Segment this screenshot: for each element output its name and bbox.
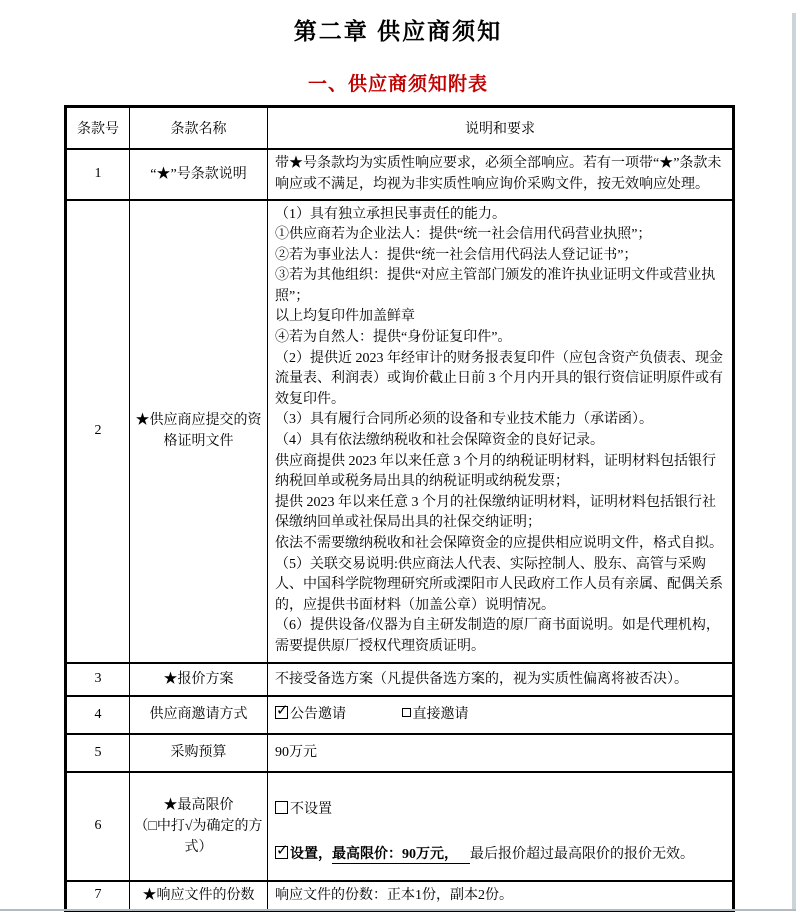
underlined-limit-value: 最高限价：90万元， [332,847,470,864]
item-description [268,772,734,881]
item-description: 不接受备选方案（凡提供备选方案的，视为实质性偏离将被否决）。 [268,663,734,696]
column-header-item-name: 条款名称 [130,107,268,149]
option-public-invitation: ✓ 公告邀请 [275,707,346,722]
desc-paragraph: （4）具有依法缴纳税收和社会保障资金的良好记录。 [275,433,604,449]
item-description [268,696,734,734]
desc-paragraph: ②若为事业法人：提供“统一社会信用代码法人登记证书”； [275,247,638,263]
chapter-title: 第二章 供应商须知 [293,18,503,44]
item-no: 6 [66,772,130,881]
item-name: ★报价方案 [130,663,268,696]
checkbox-unchecked-icon [402,708,411,717]
desc-paragraph: （6）提供设备/仪器为自主研发制造的原厂商书面说明。如是代理机构，需要提供原厂授权代理资质证明。 [275,618,720,654]
item-name [130,772,268,881]
desc-paragraph: 供应商提供 2023 年以来任意 3 个月的纳税证明材料，证明材料包括银行纳税回单或税务局出具的纳税证明或纳税发票； [275,453,716,490]
table-row-maximum-price-limit [66,772,734,881]
section-title: 一、供应商须知附表 [307,74,488,95]
supplier-notice-table [64,105,735,912]
desc-paragraph: 以上均复印件加盖鲜章 [275,309,415,325]
column-header-description: 说明和要求 [268,107,734,149]
table-row-procurement-budget [66,734,734,772]
table-header-row [66,107,734,149]
item-name-line: ★最高限价 [163,797,234,813]
column-header-item-no: 条款号 [66,107,130,149]
desc-paragraph: （5）关联交易说明:供应商法人代表、实际控制人、股东、高管与采购人、中国科学院物理研究所或溧阳市人民政府工作人员有亲属、配偶关系的，应提供书面材料（加盖公章）说明情况。 [275,556,723,613]
item-name: 采购预算 [130,734,268,772]
option-set-limit: ✓设置，最高限价：90万元， 最后报价超过最高限价的报价无效。 [275,844,724,865]
desc-paragraph: ①供应商若为企业法人：提供“统一社会信用代码营业执照”； [275,227,652,243]
item-no: 2 [66,200,130,663]
checkbox-checked-icon [275,706,288,719]
item-name-line: （□中打√为确定的方式） [134,818,263,855]
scan-edge-bottom [0,909,796,911]
table-row-invitation-method [66,696,734,734]
table-row-star-clause [66,149,734,200]
option-no-limit: 不设置 [275,799,724,820]
table-row-qualification-documents [66,200,734,663]
item-name: ★供应商应提交的资格证明文件 [130,200,268,663]
item-no: 1 [66,149,130,200]
item-name: ★响应文件的份数 [130,881,268,911]
desc-paragraph: （2）提供近 2023 年经审计的财务报表复印件（应包含资产负债表、现金流量表、利润表）或询价截止日前 3 个月内开具的银行资信证明原件或有效复印件。 [275,350,723,407]
item-no: 4 [66,696,130,734]
item-name: “★”号条款说明 [130,149,268,200]
item-description: 响应文件的份数：正本1份，副本2份。 [268,881,734,911]
desc-paragraph: 依法不需要缴纳税收和社会保障资金的应提供相应说明文件，格式自拟。 [275,536,723,551]
desc-paragraph: ③若为其他组织：提供“对应主管部门颁发的准许执业证明文件或营业执照”； [275,268,716,304]
option-direct-invitation: 直接邀请 [402,707,469,722]
checkbox-unchecked-icon [275,801,288,814]
table-row-response-copies [66,881,734,911]
item-no: 5 [66,734,130,772]
desc-paragraph: （1）具有独立承担民事责任的能力。 [275,206,506,222]
item-no: 7 [66,881,130,911]
item-name: 供应商邀请方式 [130,696,268,734]
desc-paragraph: 提供 2023 年以来任意 3 个月的社保缴纳证明材料，证明材料包括银行社保缴纳回单或社保局出具的社保交纳证明； [275,494,716,531]
desc-paragraph: （3）具有履行合同所必须的设备和专业技术能力（承诺函）。 [275,412,653,428]
item-description [268,200,734,663]
item-description: 带★号条款均为实质性响应要求，必须全部响应。若有一项带“★”条款未响应或不满足，均视为非实质性响应询价采购文件，按无效响应处理。 [268,149,734,200]
item-description: 90万元 [268,734,734,772]
table-row-quotation-scheme [66,663,734,696]
checkbox-checked-icon [275,846,288,859]
scan-edge-right [792,13,796,911]
desc-paragraph: ④若为自然人：提供“身份证复印件”。 [275,330,512,346]
item-no: 3 [66,663,130,696]
